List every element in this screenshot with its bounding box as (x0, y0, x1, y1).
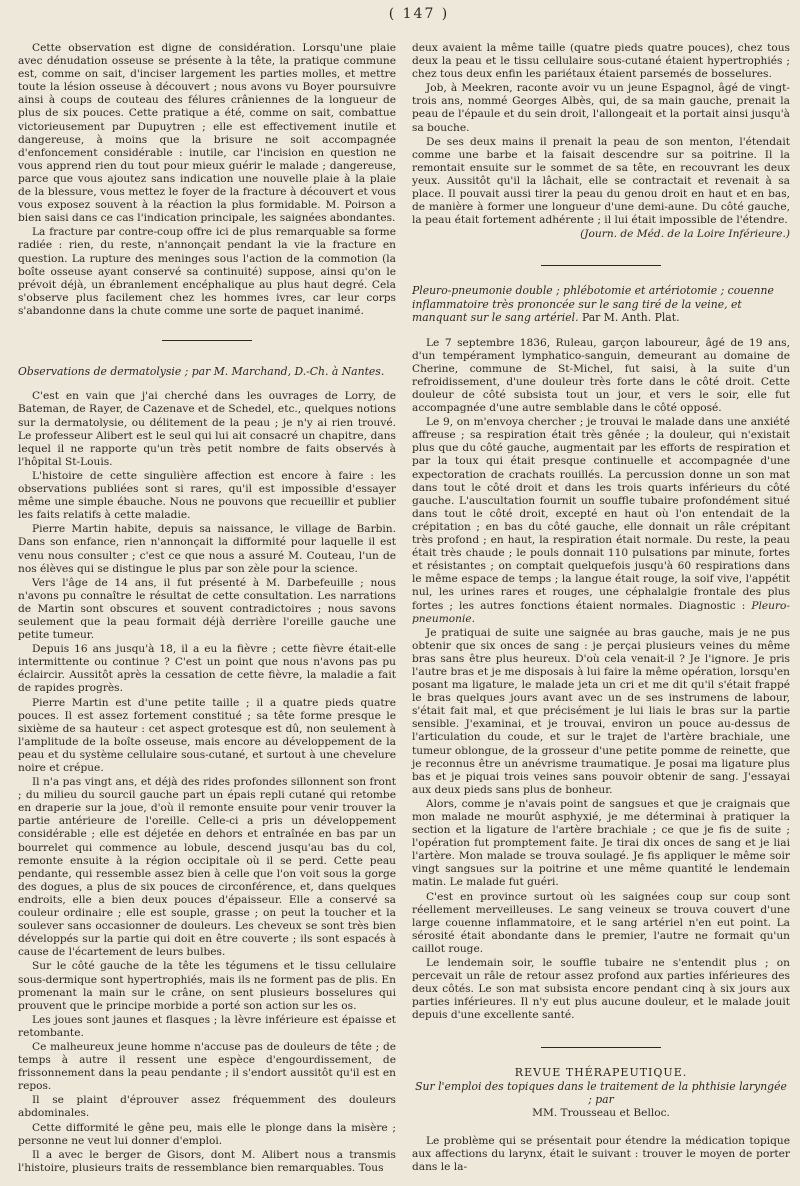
section-divider (541, 265, 661, 266)
paragraph: Je pratiquai de suite une saignée au bras gauche, mais je ne pus obtenir que six onces de sang : je perçai plusieurs veines du même bras sans être plus heureux. D'où cela venait-il ? Je l'ignore. Je pris l'autre bras et je me disposais à lui faire la même opération, lorsqu'en posant ma ligature, le malade jeta un cri et me dit qu'il s'était frappé le bras quelques jours avant avec un de ses instrumens de labour, s'était fait mal, et que précisément je lui liais le bras sur la partie sensible. J'examinai, et je trouvai, environ un pouce au-dessus de l'articulation du coude, et sur le trajet de l'artère brachiale, une tumeur oblongue, de la grosseur d'une petite pomme de reinette, que je reconnus être un anévrisme traumatique. Je posai ma ligature plus bas et je piquai trois veines sans pouvoir obtenir de sang. J'essayai aux deux pieds sans plus de bonheur. (412, 626, 790, 796)
article-authors: MM. Trousseau et Belloc. (532, 1107, 670, 1120)
paragraph: Cette observation est digne de considération. Lorsqu'une plaie avec dénudation osseuse se présente à la tête, la pratique commune est, comme on sait, d'inciser largement les parties molles, et mettre toute la lésion osseuse à découvert ; nous avons vu Boyer poursuivre ainsi à coups de couteau des félures crâniennes de la longueur de plus de six pouces. Cette pratique a été, comme on sait, combattue victorieusement par Dupuytren ; elle est effectivement inutile et dangereuse, à moins que la brisure ne soit accompagnée d'enfoncement considérable : inutile, car l'incision en question ne vous apprend rien du tout pour mieux guérir le malade ; dangereuse, parce que vous ajoutez sans indication une nouvelle plaie à la plaie de la blessure, vous mettez le foyer de la fracture à découvert et vous vous exposez souvent à la réaction la plus formidable. M. Poirson a bien saisi dans ce cas l'indication principale, les saignées abondantes. (18, 42, 396, 225)
paragraph: Il a avec le berger de Gisors, dont M. Alibert nous a transmis l'histoire, plusieurs traits de ressemblance bien remarquables. Tous (18, 1148, 396, 1174)
paragraph: L'histoire de cette singulière affection est encore à faire : les observations publiées sont si rares, qu'il est impossible d'essayer même une simple ébauche. Nous ne pouvons que recueillir et publier les faits relatifs à cette maladie. (18, 469, 396, 522)
paragraph: Alors, comme je n'avais point de sangsues et que je craignais que mon malade ne mourût asphyxié, je me déterminai à pratiquer la section et la ligature de l'artère brachiale ; ce que je fis de suite ; l'opération fut promptement faite. Je tirai dix onces de sang et je liai l'artère. Mon malade se trouva soulagé. Je fis appliquer le même soir vingt sangsues sur la poitrine et une même quantité le lendemain matin. Le malade fut guéri. (412, 797, 790, 889)
paragraph: Pierre Martin habite, depuis sa naissance, le village de Barbin. Dans son enfance, rien n'annonçait la difformité pour laquelle il est venu nous consulter ; c'est ce que nous a assuré M. Couteau, l'un de nos élèves qui se distingue le plus par son zèle pour la science. (18, 523, 396, 575)
page-number: ( 147 ) (388, 6, 450, 22)
paragraph: C'est en province surtout où les saignées coup sur coup sont réellement merveilleuses. Le sang veineux se trouva couvert d'une large couenne inflammatoire, et le sang artériel n'en eut point. La sérosité était abondante dans le premier, l'autre ne formait qu'un caillot rouge. (412, 890, 790, 955)
paragraph: Job, à Meekren, raconte avoir vu un jeune Espagnol, âgé de vingt-trois ans, nommé Georges Albès, qui, de sa main gauche, prenait la peau de l'épaule et du sein droit, l'allongeait et la portait ainsi jusqu'à sa bouche. (412, 82, 790, 134)
paragraph: Ce malheureux jeune homme n'accuse pas de douleurs de tête ; de temps à autre il ressent une espèce d'engourdissement, de frissonnement dans la peau pendante ; il s'endort aussitôt qu'il est en repos. (18, 1040, 396, 1093)
paragraph: La fracture par contre-coup offre ici de plus remarquable sa forme radiée : rien, du reste, n'annonçait pendant la vie la fracture en question. La rupture des meninges sous l'action de la commotion (la boîte osseuse ayant conservé sa continuité) suppose, ainsi qu'on le prévoit déjà, un ébranlement encéphalique au plus haut degré. Cela s'observe plus facilement chez les hommes ivres, car leur corps s'abandonne dans la chute comme une sorte de paquet inanimé. (18, 226, 396, 317)
paragraph: Cette difformité le gêne peu, mais elle le plonge dans la misère ; personne ne veut lui donner d'emploi. (18, 1121, 396, 1147)
paragraph: deux avaient la même taille (quatre pieds quatre pouces), chez tous deux la peau et le tissu cellulaire sous-cutané étaient hypertrophiés ; chez tous deux enfin les pariétaux étaient parsemés de bosselures. (412, 42, 790, 81)
paragraph-text: Le 9, on m'envoya chercher ; je trouvai le malade dans une anxiété affreuse ; sa respiration était très gênée ; la douleur, qui n'existait plus que du côté gauche, augmentait par les efforts de respiration et par la toux qui était presque continuelle et accompagnée d'une expectoration de crachats rouillés. La percussion donne un son mat dans tout le côté droit et dans les trois quarts inférieurs du côté gauche. L'auscultation fournit un souffle tubaire profondément situé dans tout le côté droit, excepté en haut où l'on entendait de la crépitation ; en bas du côté gauche, elle donnait un râle crépitant très profond ; en haut, la respiration était normale. Du reste, la peau était très chaude ; le pouls donnait 110 pulsations par minute, fortes et résistantes ; on comptait quelquefois jusqu'à 60 respirations dans le même espace de temps ; la langue était rouge, la soif vive, l'appétit nul, les urines rares et rouges, une céphalalgie frontale des plus fortes ; les autres fonctions étaient normales. Diagnostic : (412, 416, 790, 612)
paragraph (412, 416, 790, 626)
paragraph: Vers l'âge de 14 ans, il fut présenté à M. Darbefeuille ; nous n'avons pu connaître le résultat de cette consultation. Les narrations de Martin sont obscures et souvent contradictoires ; nous savons seulement que la peau formait déjà derrière l'oreille gauche une petite tumeur. (18, 576, 396, 642)
paragraph: Il se plaint d'éprouver assez fréquemment des douleurs abdominales. (18, 1094, 396, 1120)
two-column-body (18, 42, 790, 1175)
article-heading: Observations de dermatolysie ; par M. Marchand, D.-Ch. à Nantes. (18, 364, 385, 378)
paragraph: Depuis 16 ans jusqu'à 18, il a eu la fièvre ; cette fièvre était-elle intermittente ou continue ? C'est un point que nous n'avons pas pu éclaircir. Aussitôt après la cessation de cette fièvre, la maladie a fait de rapides progrès. (18, 643, 396, 695)
diagnosis: Pleuro-pneumonie. (412, 599, 790, 625)
paragraph: Les joues sont jaunes et flasques ; la lèvre inférieure est épaisse et retombante. (18, 1013, 396, 1039)
source-citation: (Journ. de Méd. de la Loire Inférieure.) (580, 228, 790, 241)
section-divider (162, 340, 252, 341)
article-heading: Sur l'emploi des topiques dans le traitement de la phthisie laryngée ; par (415, 1079, 787, 1106)
article-author: Par M. Anth. Plat. (578, 311, 680, 325)
article-title: Pleuro-pneumonie double ; phlébotomie et artériotomie ; couenne inflammatoire très prononcée sur le sang tiré de la veine, et manquant sur le sang artériel. (412, 284, 774, 325)
paragraph: Le problème qui se présentait pour étendre la médication topique aux affections du larynx, était le suivant : trouver le moyen de porter dans le la- (412, 1134, 790, 1173)
paragraph: Il n'a pas vingt ans, et déjà des rides profondes sillonnent son front ; du milieu du sourcil gauche part un épais repli cutané qui retombe en draperie sur la joue, d'où il remonte ensuite pour venir trouver la partie antérieure de l'oreille. Celle-ci a pris un développement considérable ; elle est déjetée en dehors et entraînée en bas par un bourrelet qui commence au lobule, descend jusqu'au bas du col, remonte ensuite à la région occipitale où il se perd. Cette peau pendante, qui ressemble assez bien à celle que l'on voit sous la gorge des dogues, a plus de six pouces de circonférence, et, dans quelques endroits, elle a bien deux pouces d'épaisseur. Elle a conservé sa couleur ordinaire ; elle est souple, grasse ; on peut la toucher et la soulever sans occasionner de douleurs. Les cheveux se sont très bien développés sur la partie qui doit en être couverte ; ils sont espacés à cause de l'écartement de leurs bulbes. (18, 776, 396, 959)
section-title: REVUE THÉRAPEUTIQUE. (514, 1065, 688, 1079)
paragraph: C'est en vain que j'ai cherché dans les ouvrages de Lorry, de Bateman, de Rayer, de Cazenave et de Schedel, etc., quelques notions sur la dermatolysie, ou délitement de la peau ; je n'y ai rien trouvé. Le professeur Alibert est le seul qui lui ait consacré un chapitre, dans lequel il ne rapporte qu'un très petit nombre de faits observés à l'hôpital St-Louis. (18, 390, 396, 468)
section-divider (541, 1047, 661, 1048)
paragraph: Sur le côté gauche de la tête les tégumens et le tissu cellulaire sous-dermique sont hypertrophiés, mais ils ne forment pas de plis. En promenant la main sur le crâne, on sent plusieurs bosselures qui prouvent que le principe morbide a porté son action sur les os. (18, 960, 396, 1012)
paragraph: Le lendemain soir, le souffle tubaire ne s'entendit plus ; on percevait un râle de retour assez profond aux parties inférieures des deux côtés. Le son mat subsista encore pendant cinq à six jours aux parties inférieures. Il n'y eut plus aucune douleur, et le malade jouit depuis d'une excellente santé. (412, 957, 790, 1022)
article-heading (412, 284, 790, 324)
paragraph: Le 7 septembre 1836, Ruleau, garçon laboureur, âgé de 19 ans, d'un tempérament lymphatico-sanguin, demeurant au domaine de Cherine, commune de St-Michel, fut saisi, à la suite d'un refroidissement, d'une douleur très forte dans le côté droit. Cette douleur de côté subsista tout un jour, et vers le soir, elle fut accompagnée d'une autre semblable dans le côté opposé. (412, 336, 790, 415)
paragraph: De ses deux mains il prenait la peau de son menton, l'étendait comme une barbe et la faisait descendre sur sa poitrine. Il la remontait ensuite sur le sommet de sa tête, en recouvrant les deux yeux. Aussitôt qu'il la lâchait, elle se contractait et revenait à sa place. Il pouvait aussi tirer la peau du genou droit en haut et en bas, de manière à former une longueur d'une demi-aune. Du côté gauche, la peau était fortement adhérente ; il lui était impossible de l'étendre. (412, 135, 790, 227)
right-column (412, 42, 790, 1175)
left-column (18, 42, 396, 1175)
paragraph: Pierre Martin est d'une petite taille ; il a quatre pieds quatre pouces. Il est assez fortement constitué ; sa tête forme presque le sixième de sa hauteur : cet aspect grotesque est dû, non seulement à l'amplitude de la boîte osseuse, mais encore au développement de la peau et du système cellulaire sous-cutané, et surtout à une chevelure noire et crépue. (18, 696, 396, 774)
